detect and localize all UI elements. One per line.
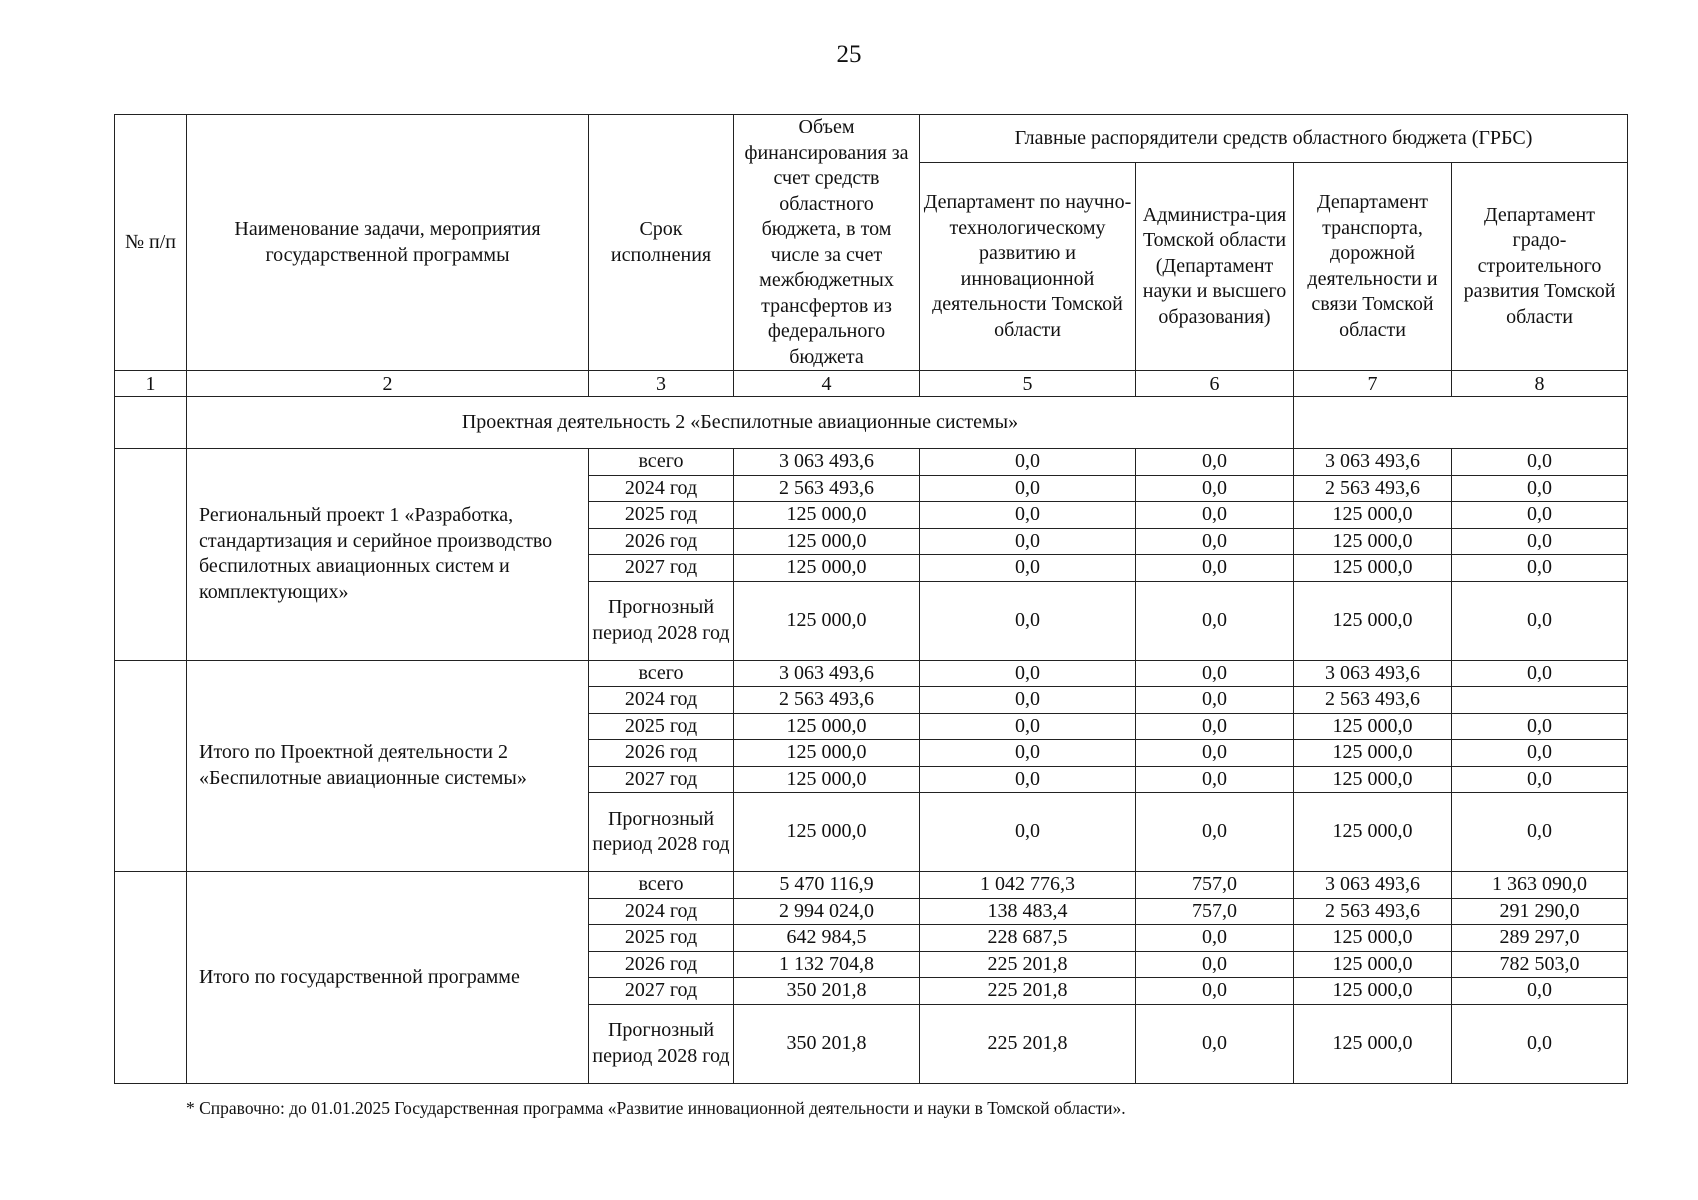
header-col-7: Департамент транспорта, дорожной деятельности и связи Томской области — [1294, 163, 1452, 371]
col-number: 6 — [1136, 371, 1294, 397]
empty-cell — [1294, 397, 1628, 449]
total-volume-cell: 125 000,0 — [734, 740, 920, 767]
dept-8-cell: 0,0 — [1452, 740, 1628, 767]
dept-8-cell: 0,0 — [1452, 475, 1628, 502]
dept-8-cell: 0,0 — [1452, 581, 1628, 660]
period-cell: 2027 год — [589, 766, 734, 793]
page-number: 25 — [836, 41, 862, 68]
period-cell: 2026 год — [589, 740, 734, 767]
dept-6-cell: 0,0 — [1136, 528, 1294, 555]
dept-6-cell: 0,0 — [1136, 766, 1294, 793]
dept-5-cell: 0,0 — [920, 581, 1136, 660]
dept-5-cell: 1 042 776,3 — [920, 872, 1136, 899]
dept-5-cell: 0,0 — [920, 660, 1136, 687]
dept-5-cell: 225 201,8 — [920, 1004, 1136, 1083]
dept-6-cell: 757,0 — [1136, 872, 1294, 899]
total-volume-cell: 125 000,0 — [734, 766, 920, 793]
period-cell: всего — [589, 660, 734, 687]
header-col-6: Администра-ция Томской области (Департамент науки и высшего образования) — [1136, 163, 1294, 371]
period-cell: всего — [589, 449, 734, 476]
total-volume-cell: 3 063 493,6 — [734, 449, 920, 476]
total-volume-cell: 2 563 493,6 — [734, 475, 920, 502]
dept-6-cell: 0,0 — [1136, 449, 1294, 476]
dept-5-cell: 0,0 — [920, 555, 1136, 582]
dept-7-cell: 3 063 493,6 — [1294, 872, 1452, 899]
row-number-cell — [115, 449, 187, 661]
header-col-8: Департамент градо-строительного развития Томской области — [1452, 163, 1628, 371]
header-col-name: Наименование задачи, мероприятия государственной программы — [187, 115, 589, 371]
header-grbs-title: Главные распорядители средств областного бюджета (ГРБС) — [920, 115, 1628, 163]
dept-6-cell: 0,0 — [1136, 713, 1294, 740]
dept-7-cell: 125 000,0 — [1294, 951, 1452, 978]
period-cell: 2024 год — [589, 687, 734, 714]
dept-6-cell: 0,0 — [1136, 1004, 1294, 1083]
dept-7-cell: 125 000,0 — [1294, 925, 1452, 952]
period-cell: 2025 год — [589, 502, 734, 529]
dept-7-cell: 125 000,0 — [1294, 978, 1452, 1005]
dept-8-cell: 0,0 — [1452, 1004, 1628, 1083]
section-title: Проектная деятельность 2 «Беспилотные авиационные системы» — [187, 397, 1294, 449]
dept-7-cell: 125 000,0 — [1294, 793, 1452, 872]
dept-7-cell: 125 000,0 — [1294, 528, 1452, 555]
dept-8-cell: 0,0 — [1452, 713, 1628, 740]
total-volume-cell: 1 132 704,8 — [734, 951, 920, 978]
total-volume-cell: 2 994 024,0 — [734, 898, 920, 925]
dept-6-cell: 0,0 — [1136, 687, 1294, 714]
group-name-cell: Итого по Проектной деятельности 2 «Беспилотные авиационные системы» — [187, 660, 589, 872]
dept-5-cell: 0,0 — [920, 793, 1136, 872]
header-col-term: Срок исполнения — [589, 115, 734, 371]
dept-7-cell: 3 063 493,6 — [1294, 449, 1452, 476]
dept-6-cell: 757,0 — [1136, 898, 1294, 925]
dept-7-cell: 2 563 493,6 — [1294, 898, 1452, 925]
total-volume-cell: 125 000,0 — [734, 502, 920, 529]
dept-8-cell: 0,0 — [1452, 502, 1628, 529]
dept-5-cell: 0,0 — [920, 475, 1136, 502]
dept-8-cell: 0,0 — [1452, 555, 1628, 582]
total-volume-cell: 350 201,8 — [734, 978, 920, 1005]
dept-7-cell: 125 000,0 — [1294, 1004, 1452, 1083]
dept-5-cell: 0,0 — [920, 528, 1136, 555]
total-volume-cell: 642 984,5 — [734, 925, 920, 952]
section-row — [115, 397, 1628, 449]
dept-5-cell: 0,0 — [920, 713, 1136, 740]
col-number: 7 — [1294, 371, 1452, 397]
dept-8-cell: 0,0 — [1452, 978, 1628, 1005]
dept-5-cell: 0,0 — [920, 740, 1136, 767]
total-volume-cell: 125 000,0 — [734, 528, 920, 555]
dept-7-cell: 3 063 493,6 — [1294, 660, 1452, 687]
header-col-5: Департамент по научно-технологическому развитию и инновационной деятельности Томской области — [920, 163, 1136, 371]
table-row — [115, 449, 1628, 476]
dept-8-cell: 291 290,0 — [1452, 898, 1628, 925]
total-volume-cell: 3 063 493,6 — [734, 660, 920, 687]
col-number: 4 — [734, 371, 920, 397]
dept-5-cell: 228 687,5 — [920, 925, 1136, 952]
dept-6-cell: 0,0 — [1136, 793, 1294, 872]
dept-8-cell: 0,0 — [1452, 766, 1628, 793]
dept-7-cell: 125 000,0 — [1294, 740, 1452, 767]
group-name-cell: Итого по государственной программе — [187, 872, 589, 1084]
column-numbers-row — [115, 371, 1628, 397]
col-number: 2 — [187, 371, 589, 397]
dept-8-cell: 782 503,0 — [1452, 951, 1628, 978]
total-volume-cell: 2 563 493,6 — [734, 687, 920, 714]
table-row — [115, 872, 1628, 899]
period-cell: 2024 год — [589, 898, 734, 925]
period-cell: 2025 год — [589, 925, 734, 952]
dept-5-cell: 0,0 — [920, 687, 1136, 714]
dept-5-cell: 225 201,8 — [920, 978, 1136, 1005]
dept-5-cell: 0,0 — [920, 766, 1136, 793]
dept-7-cell: 125 000,0 — [1294, 555, 1452, 582]
total-volume-cell: 125 000,0 — [734, 555, 920, 582]
col-number: 5 — [920, 371, 1136, 397]
dept-6-cell: 0,0 — [1136, 660, 1294, 687]
empty-cell — [115, 397, 187, 449]
period-cell: Прогнозный период 2028 год — [589, 793, 734, 872]
period-cell: Прогнозный период 2028 год — [589, 1004, 734, 1083]
row-number-cell — [115, 872, 187, 1084]
dept-6-cell: 0,0 — [1136, 925, 1294, 952]
header-col-num: № п/п — [115, 115, 187, 371]
table-row — [115, 660, 1628, 687]
dept-6-cell: 0,0 — [1136, 502, 1294, 529]
dept-5-cell: 225 201,8 — [920, 951, 1136, 978]
dept-6-cell: 0,0 — [1136, 740, 1294, 767]
budget-table — [114, 114, 1628, 1084]
col-number: 8 — [1452, 371, 1628, 397]
total-volume-cell: 125 000,0 — [734, 793, 920, 872]
dept-7-cell: 125 000,0 — [1294, 766, 1452, 793]
dept-8-cell — [1452, 687, 1628, 714]
dept-7-cell: 2 563 493,6 — [1294, 687, 1452, 714]
dept-8-cell: 0,0 — [1452, 449, 1628, 476]
dept-8-cell: 0,0 — [1452, 660, 1628, 687]
period-cell: всего — [589, 872, 734, 899]
total-volume-cell: 350 201,8 — [734, 1004, 920, 1083]
period-cell: 2025 год — [589, 713, 734, 740]
dept-8-cell: 0,0 — [1452, 528, 1628, 555]
footnote: * Справочно: до 01.01.2025 Государственная программа «Развитие инновационной деятельности и науки в Томской области». — [186, 1098, 1126, 1118]
group-name-cell: Региональный проект 1 «Разработка, стандартизация и серийное производство беспилотных авиационных систем и комплектующих» — [187, 449, 589, 661]
total-volume-cell: 125 000,0 — [734, 713, 920, 740]
row-number-cell — [115, 660, 187, 872]
header-col-volume: Объем финансирования за счет средств областного бюджета, в том числе за счет межбюджетных трансфертов из федерального бюджета — [734, 115, 920, 371]
dept-8-cell: 1 363 090,0 — [1452, 872, 1628, 899]
dept-7-cell: 125 000,0 — [1294, 581, 1452, 660]
period-cell: 2024 год — [589, 475, 734, 502]
dept-5-cell: 0,0 — [920, 449, 1136, 476]
dept-8-cell: 0,0 — [1452, 793, 1628, 872]
period-cell: 2026 год — [589, 528, 734, 555]
dept-7-cell: 125 000,0 — [1294, 502, 1452, 529]
dept-5-cell: 138 483,4 — [920, 898, 1136, 925]
dept-7-cell: 2 563 493,6 — [1294, 475, 1452, 502]
col-number: 1 — [115, 371, 187, 397]
total-volume-cell: 125 000,0 — [734, 581, 920, 660]
dept-6-cell: 0,0 — [1136, 475, 1294, 502]
col-number: 3 — [589, 371, 734, 397]
period-cell: Прогнозный период 2028 год — [589, 581, 734, 660]
dept-6-cell: 0,0 — [1136, 951, 1294, 978]
dept-5-cell: 0,0 — [920, 502, 1136, 529]
dept-8-cell: 289 297,0 — [1452, 925, 1628, 952]
period-cell: 2026 год — [589, 951, 734, 978]
period-cell: 2027 год — [589, 555, 734, 582]
dept-6-cell: 0,0 — [1136, 978, 1294, 1005]
dept-6-cell: 0,0 — [1136, 555, 1294, 582]
total-volume-cell: 5 470 116,9 — [734, 872, 920, 899]
dept-6-cell: 0,0 — [1136, 581, 1294, 660]
dept-7-cell: 125 000,0 — [1294, 713, 1452, 740]
period-cell: 2027 год — [589, 978, 734, 1005]
